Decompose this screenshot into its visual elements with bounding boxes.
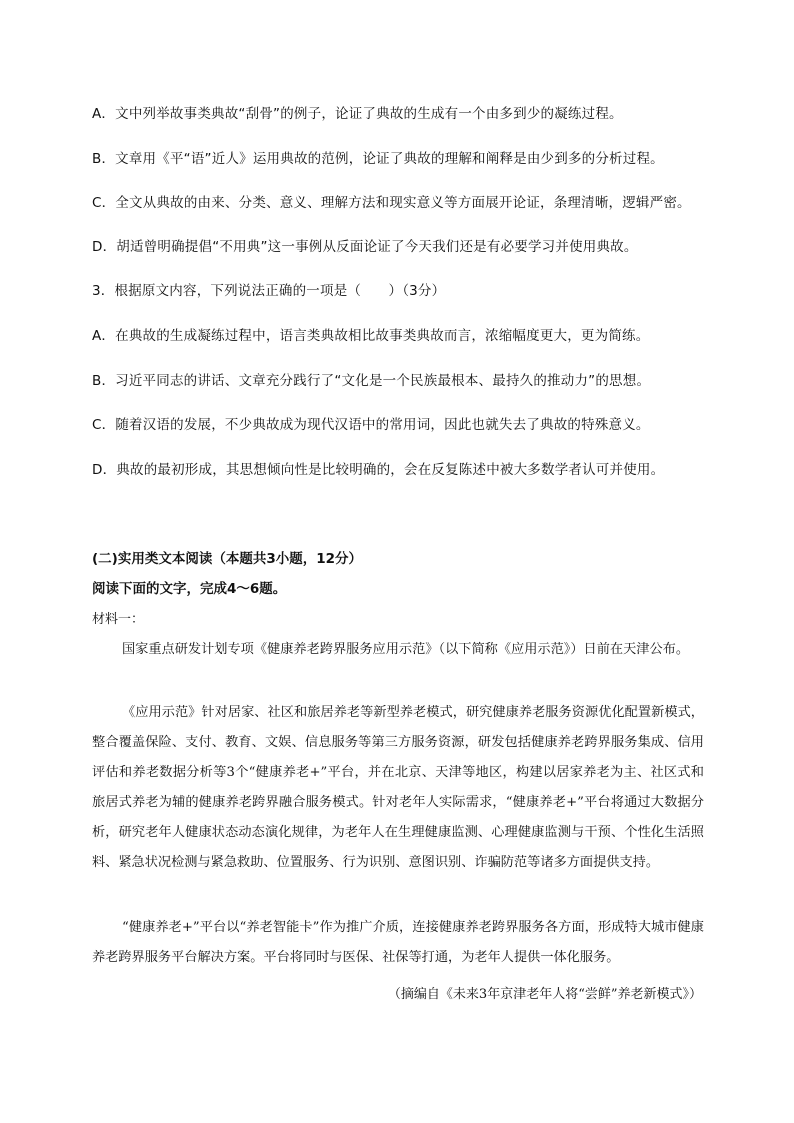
q2-option-b: B．文章用《平“语”近人》运用典故的范例，论证了典故的理解和阐释是由少到多的分析过程。: [92, 151, 664, 167]
q2-option-c: C．全文从典故的由来、分类、意义、理解方法和现实意义等方面展开论证，条理清晰，逻辑严密。: [92, 195, 691, 211]
paragraph-2: [92, 698, 704, 878]
q3-option-c: C．随着汉语的发展，不少典故成为现代汉语中的常用词，因此也就失去了典故的特殊意义。: [92, 417, 650, 433]
q3-option-b: B．习近平同志的讲话、文章充分践行了“文化是一个民族最根本、最持久的推动力”的思想。: [92, 373, 651, 389]
paragraph-3-text: “健康养老+”平台以“养老智能卡”作为推广介质，连接健康养老跨界服务各方面，形成特大城市健康养老跨界服务平台解决方案。平台将同时与医保、社保等打通，为老年人提供一体化服务。: [92, 920, 704, 965]
q3-stem: 3．根据原文内容，下列说法正确的一项是（ ）（3分）: [92, 283, 446, 299]
q2-option-d: D．胡适曾明确提倡“不用典”这一事例从反面论证了今天我们还是有必要学习并使用典故。: [92, 239, 638, 255]
section-title: (二)实用类文本阅读（本题共3小题，12分）: [92, 551, 363, 567]
q2-option-a: A．文中列举故事类典故“刮骨”的例子，论证了典故的生成有一个由多到少的凝练过程。: [92, 106, 623, 122]
paragraph-2-text: 《应用示范》针对居家、社区和旅居养老等新型养老模式，研究健康养老服务资源优化配置新模式，整合覆盖保险、支付、教育、文娱、信息服务等第三方服务资源，研发包括健康养老跨界服务集成、信用评估和养老数据分析等3个“健康养老+”平台，并在北京、天津等地区，构建以居家养老为主、社区式和旅居式养老为辅的健康养老跨界融合服务模式。针对老年人实际需求，“健康养老+”平台将通过大数据分析，研究老年人健康状态动态演化规律，为老年人在生理健康监测、心理健康监测与干预、个性化生活照料、紧急状况检测与紧急救助、位置服务、行为识别、意图识别、诈骗防范等诸多方面提供支持。: [92, 705, 704, 870]
paragraph-3: [92, 913, 704, 973]
source-citation: （摘编自《未来3年京津老年人将“尝鲜”养老新模式》）: [387, 987, 702, 1002]
q3-option-a: A．在典故的生成凝练过程中，语言类典故相比故事类典故而言，浓缩幅度更大，更为简练。: [92, 328, 650, 344]
section-instruction: 阅读下面的文字，完成4～6题。: [92, 581, 287, 597]
paragraph-1: [92, 635, 704, 665]
q3-option-d: D．典故的最初形成，其思想倾向性是比较明确的，会在反复陈述中被大多数学者认可并使用。: [92, 462, 665, 478]
material-label: 材料一：: [92, 612, 145, 627]
paragraph-1-text: 国家重点研发计划专项《健康养老跨界服务应用示范》（以下简称《应用示范》）日前在天津公布。: [122, 642, 690, 657]
